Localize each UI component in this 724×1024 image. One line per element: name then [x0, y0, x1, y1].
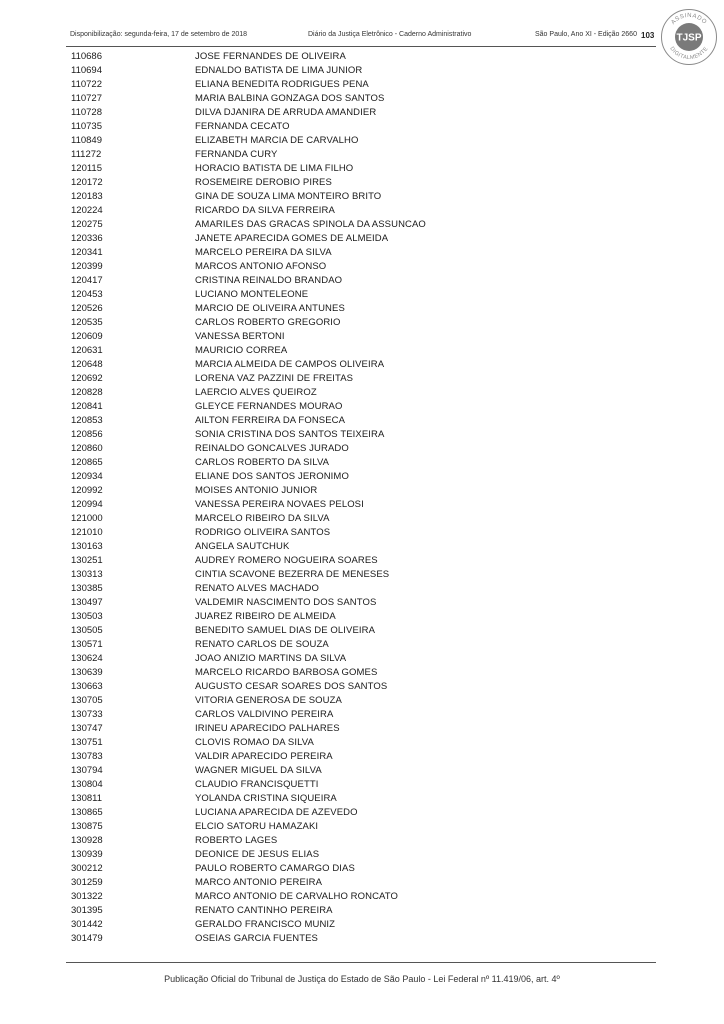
publication-footer: Publicação Oficial do Tribunal de Justiça do Estado de São Paulo - Lei Federal nº 11.419/06, art. 4º	[164, 974, 560, 984]
person-name: MAURICIO CORREA	[195, 345, 288, 356]
registration-code: 130503	[71, 611, 103, 622]
registration-code: 120692	[71, 373, 103, 384]
person-name: WAGNER MIGUEL DA SILVA	[195, 765, 322, 776]
person-name: MARCO ANTONIO DE CARVALHO RONCATO	[195, 891, 399, 902]
seal-text: TJSP	[676, 32, 702, 44]
person-name: MARCELO RIBEIRO DA SILVA	[195, 513, 330, 524]
person-name: MARCIA ALMEIDA DE CAMPOS OLIVEIRA	[195, 359, 385, 370]
person-name: REINALDO GONCALVES JURADO	[195, 443, 349, 454]
registration-code: 120417	[71, 275, 103, 286]
list-item	[71, 708, 631, 722]
list-item	[71, 680, 631, 694]
person-name: IRINEU APARECIDO PALHARES	[195, 723, 340, 734]
person-name: BENEDITO SAMUEL DIAS DE OLIVEIRA	[195, 625, 376, 636]
list-item	[71, 316, 631, 330]
person-name: ELIZABETH MARCIA DE CARVALHO	[195, 135, 359, 146]
registration-code: 120453	[71, 289, 103, 300]
list-item	[71, 330, 631, 344]
person-name: ROBERTO LAGES	[195, 835, 278, 846]
registration-code: 130811	[71, 793, 102, 804]
registration-code: 130794	[71, 765, 103, 776]
person-name: AUGUSTO CESAR SOARES DOS SANTOS	[195, 681, 388, 692]
registration-code: 130385	[71, 583, 103, 594]
list-item	[71, 526, 631, 540]
list-item	[71, 414, 631, 428]
list-item	[71, 498, 631, 512]
registration-code: 120934	[71, 471, 103, 482]
registration-code: 130505	[71, 625, 103, 636]
person-name: LAERCIO ALVES QUEIROZ	[195, 387, 317, 398]
person-name: ROSEMEIRE DEROBIO PIRES	[195, 177, 332, 188]
person-name: PAULO ROBERTO CAMARGO DIAS	[195, 863, 355, 874]
person-name: ELIANE DOS SANTOS JERONIMO	[195, 471, 349, 482]
person-name: JUAREZ RIBEIRO DE ALMEIDA	[195, 611, 336, 622]
list-item	[71, 120, 631, 134]
person-name: GLEYCE FERNANDES MOURAO	[195, 401, 343, 412]
list-item	[71, 540, 631, 554]
list-item	[71, 106, 631, 120]
list-item	[71, 470, 631, 484]
person-name: CARLOS ROBERTO DA SILVA	[195, 457, 330, 468]
registration-code: 120828	[71, 387, 103, 398]
list-item	[71, 638, 631, 652]
person-name: VITORIA GENEROSA DE SOUZA	[195, 695, 342, 706]
person-name: VALDEMIR NASCIMENTO DOS SANTOS	[195, 597, 377, 608]
page-number: 103	[641, 31, 655, 40]
list-item	[71, 876, 631, 890]
registration-code: 120841	[71, 401, 103, 412]
registration-code: 120992	[71, 485, 103, 496]
list-item	[71, 932, 631, 946]
person-name: LUCIANA APARECIDA DE AZEVEDO	[195, 807, 358, 818]
list-item	[71, 358, 631, 372]
person-name: ANGELA SAUTCHUK	[195, 541, 290, 552]
list-item	[71, 848, 631, 862]
registration-code: 130733	[71, 709, 103, 720]
list-item	[71, 302, 631, 316]
list-item	[71, 834, 631, 848]
registration-code: 110728	[71, 107, 102, 118]
registration-code: 130163	[71, 541, 103, 552]
registration-code: 120860	[71, 443, 103, 454]
seal-ring-bottom: DIGITALMENTE	[668, 45, 710, 62]
person-name: SONIA CRISTINA DOS SANTOS TEIXEIRA	[195, 429, 385, 440]
person-name: AUDREY ROMERO NOGUEIRA SOARES	[195, 555, 378, 566]
person-name: VANESSA PEREIRA NOVAES PELOSI	[195, 499, 364, 510]
list-item	[71, 288, 631, 302]
list-item	[71, 344, 631, 358]
registration-code: 121010	[71, 527, 103, 538]
list-item	[71, 596, 631, 610]
list-item	[71, 554, 631, 568]
list-item	[71, 218, 631, 232]
person-name: ELIANA BENEDITA RODRIGUES PENA	[195, 79, 369, 90]
registration-code: 130939	[71, 849, 103, 860]
registration-code: 120853	[71, 415, 103, 426]
registration-code: 130705	[71, 695, 103, 706]
person-name: YOLANDA CRISTINA SIQUEIRA	[195, 793, 337, 804]
person-name: CARLOS VALDIVINO PEREIRA	[195, 709, 334, 720]
person-name: JOSE FERNANDES DE OLIVEIRA	[195, 51, 346, 62]
list-item	[71, 162, 631, 176]
person-name: RODRIGO OLIVEIRA SANTOS	[195, 527, 331, 538]
list-item	[71, 246, 631, 260]
registration-code: 301259	[71, 877, 103, 888]
registration-code: 120183	[71, 191, 103, 202]
registration-code: 301395	[71, 905, 103, 916]
registration-code: 130663	[71, 681, 103, 692]
registration-code: 110727	[71, 93, 102, 104]
person-name: RENATO ALVES MACHADO	[195, 583, 319, 594]
registration-code: 130639	[71, 667, 103, 678]
registration-code: 110686	[71, 51, 102, 62]
journal-title: Diário da Justiça Eletrônico - Caderno Administrativo	[308, 31, 472, 38]
person-name: CRISTINA REINALDO BRANDAO	[195, 275, 343, 286]
list-item	[71, 806, 631, 820]
list-item	[71, 750, 631, 764]
person-name: CARLOS ROBERTO GREGORIO	[195, 317, 341, 328]
list-item	[71, 442, 631, 456]
registration-code: 120341	[71, 247, 103, 258]
list-item	[71, 778, 631, 792]
person-name: GERALDO FRANCISCO MUNIZ	[195, 919, 336, 930]
person-name: FERNANDA CURY	[195, 149, 278, 160]
registration-code: 120399	[71, 261, 103, 272]
availability-date: Disponibilização: segunda-feira, 17 de setembro de 2018	[70, 31, 248, 38]
list-item	[71, 190, 631, 204]
registration-code: 130875	[71, 821, 103, 832]
registration-code: 120526	[71, 303, 103, 314]
registration-code: 300212	[71, 863, 103, 874]
edition-info: São Paulo, Ano XI - Edição 2660	[535, 31, 637, 38]
list-item	[71, 456, 631, 470]
person-name: LORENA VAZ PAZZINI DE FREITAS	[195, 373, 354, 384]
registration-code: 110722	[71, 79, 102, 90]
person-name: VALDIR APARECIDO PEREIRA	[195, 751, 333, 762]
registration-code: 120172	[71, 177, 103, 188]
person-name: MARCO ANTONIO PEREIRA	[195, 877, 323, 888]
person-name: MARCELO PEREIRA DA SILVA	[195, 247, 332, 258]
person-name: MARCIO DE OLIVEIRA ANTUNES	[195, 303, 345, 314]
registration-code: 130571	[71, 639, 103, 650]
person-name: MARCOS ANTONIO AFONSO	[195, 261, 327, 272]
list-item	[71, 274, 631, 288]
list-item	[71, 148, 631, 162]
list-item	[71, 624, 631, 638]
list-item	[71, 386, 631, 400]
name-list	[71, 50, 631, 946]
person-name: AILTON FERREIRA DA FONSECA	[195, 415, 346, 426]
registration-code: 301479	[71, 933, 103, 944]
list-item	[71, 582, 631, 596]
person-name: FERNANDA CECATO	[195, 121, 290, 132]
registration-code: 130747	[71, 723, 103, 734]
person-name: RENATO CARLOS DE SOUZA	[195, 639, 329, 650]
person-name: MARCELO RICARDO BARBOSA GOMES	[195, 667, 378, 678]
registration-code: 130865	[71, 807, 103, 818]
person-name: CLAUDIO FRANCISQUETTI	[195, 779, 319, 790]
list-item	[71, 204, 631, 218]
person-name: RENATO CANTINHO PEREIRA	[195, 905, 333, 916]
registration-code: 130751	[71, 737, 103, 748]
list-item	[71, 764, 631, 778]
list-item	[71, 820, 631, 834]
person-name: HORACIO BATISTA DE LIMA FILHO	[195, 163, 354, 174]
list-item	[71, 722, 631, 736]
person-name: AMARILES DAS GRACAS SPINOLA DA ASSUNCAO	[195, 219, 426, 230]
list-item	[71, 134, 631, 148]
list-item	[71, 64, 631, 78]
registration-code: 111272	[71, 149, 102, 160]
registration-code: 110694	[71, 65, 102, 76]
list-item	[71, 568, 631, 582]
person-name: CLOVIS ROMAO DA SILVA	[195, 737, 314, 748]
registration-code: 130497	[71, 597, 103, 608]
person-name: CINTIA SCAVONE BEZERRA DE MENESES	[195, 569, 390, 580]
page-header	[70, 29, 640, 43]
person-name: JANETE APARECIDA GOMES DE ALMEIDA	[195, 233, 389, 244]
registration-code: 110735	[71, 121, 102, 132]
person-name: OSEIAS GARCIA FUENTES	[195, 933, 318, 944]
list-item	[71, 736, 631, 750]
person-name: VANESSA BERTONI	[195, 331, 285, 342]
list-item	[71, 176, 631, 190]
registration-code: 301322	[71, 891, 103, 902]
registration-code: 121000	[71, 513, 103, 524]
footer-divider	[66, 962, 656, 963]
registration-code: 120275	[71, 219, 103, 230]
list-item	[71, 862, 631, 876]
registration-code: 130624	[71, 653, 103, 664]
list-item	[71, 904, 631, 918]
person-name: LUCIANO MONTELEONE	[195, 289, 309, 300]
person-name: EDNALDO BATISTA DE LIMA JUNIOR	[195, 65, 363, 76]
list-item	[71, 792, 631, 806]
registration-code: 301442	[71, 919, 103, 930]
person-name: JOAO ANIZIO MARTINS DA SILVA	[195, 653, 347, 664]
person-name: MOISES ANTONIO JUNIOR	[195, 485, 318, 496]
registration-code: 130251	[71, 555, 103, 566]
registration-code: 120609	[71, 331, 103, 342]
registration-code: 120994	[71, 499, 103, 510]
list-item	[71, 610, 631, 624]
seal-ring-top: ASSINADO	[670, 12, 708, 26]
list-item	[71, 372, 631, 386]
list-item	[71, 50, 631, 64]
registration-code: 120648	[71, 359, 103, 370]
registration-code: 120865	[71, 457, 103, 468]
list-item	[71, 92, 631, 106]
person-name: ELCIO SATORU HAMAZAKI	[195, 821, 319, 832]
registration-code: 130783	[71, 751, 103, 762]
list-item	[71, 428, 631, 442]
list-item	[71, 918, 631, 932]
list-item	[71, 694, 631, 708]
list-item	[71, 232, 631, 246]
list-item	[71, 666, 631, 680]
person-name: RICARDO DA SILVA FERREIRA	[195, 205, 335, 216]
list-item	[71, 652, 631, 666]
registration-code: 120336	[71, 233, 103, 244]
registration-code: 130804	[71, 779, 103, 790]
person-name: DILVA DJANIRA DE ARRUDA AMANDIER	[195, 107, 377, 118]
list-item	[71, 260, 631, 274]
registration-code: 120115	[71, 163, 102, 174]
registration-code: 120856	[71, 429, 103, 440]
tjsp-seal-icon	[660, 8, 718, 66]
registration-code: 120535	[71, 317, 103, 328]
registration-code: 120224	[71, 205, 103, 216]
header-divider	[66, 46, 656, 47]
person-name: MARIA BALBINA GONZAGA DOS SANTOS	[195, 93, 385, 104]
registration-code: 120631	[71, 345, 103, 356]
registration-code: 110849	[71, 135, 102, 146]
list-item	[71, 890, 631, 904]
list-item	[71, 512, 631, 526]
list-item	[71, 400, 631, 414]
registration-code: 130313	[71, 569, 103, 580]
registration-code: 130928	[71, 835, 103, 846]
person-name: DEONICE DE JESUS ELIAS	[195, 849, 320, 860]
person-name: GINA DE SOUZA LIMA MONTEIRO BRITO	[195, 191, 382, 202]
list-item	[71, 484, 631, 498]
list-item	[71, 78, 631, 92]
